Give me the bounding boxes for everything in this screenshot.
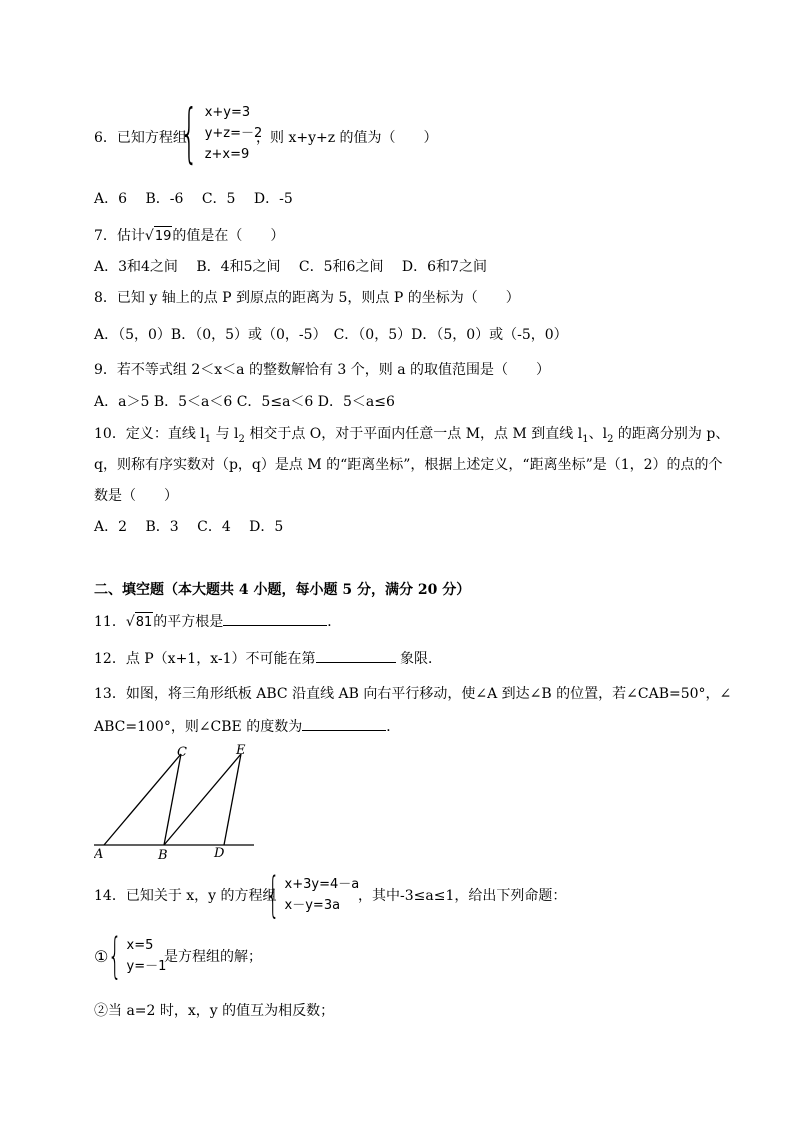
q14-eq1: x+3y=4－a bbox=[284, 877, 360, 892]
q13-line1: 13．如图，将三角形纸板 ABC 沿直线 AB 向右平行移动，使∠A 到达∠B 的位置，若∠CAB=50°，∠ bbox=[94, 686, 732, 702]
q11-answer-blank[interactable] bbox=[223, 611, 327, 626]
q12-suffix: 象限． bbox=[395, 651, 442, 667]
label-C: C bbox=[177, 745, 187, 760]
segment-CB bbox=[164, 754, 181, 845]
q10-options: A．2 B．3 C．4 D．5 bbox=[94, 519, 284, 535]
q14-prefix: 14．已知关于 x，y 的方程组 bbox=[94, 888, 277, 904]
brace-icon: { bbox=[180, 96, 199, 171]
q14-item1-mark: ① bbox=[94, 947, 109, 966]
q14-item1-eq2: y=－1 bbox=[126, 959, 167, 974]
q14-item1-suffix: 是方程组的解； bbox=[164, 949, 262, 965]
radical-icon: √ bbox=[144, 228, 154, 244]
label-A: A bbox=[94, 847, 104, 862]
q14-suffix: ，其中-3≤a≤1，给出下列命题： bbox=[358, 888, 567, 904]
segment-BE bbox=[164, 754, 241, 845]
q14-eq2: x－y=3a bbox=[284, 898, 341, 913]
q6-suffix: ，则 x+y+z 的值为（ ） bbox=[256, 130, 438, 146]
q6-prefix: 6．已知方程组 bbox=[94, 130, 187, 146]
q7-radicand: 19 bbox=[154, 226, 173, 247]
q12-answer-blank[interactable] bbox=[316, 648, 396, 663]
q8-text: 8．已知 y 轴上的点 P 到原点的距离为 5，则点 P 的坐标为（ ） bbox=[94, 290, 520, 306]
q6-eq3: z+x=9 bbox=[204, 147, 250, 162]
label-D: D bbox=[214, 846, 225, 861]
q6-options: A．6 B．-6 C．5 D．-5 bbox=[94, 191, 293, 207]
q6-eq1: x+y=3 bbox=[204, 105, 251, 120]
segment-ED bbox=[224, 754, 241, 845]
q11-prefix: 11． bbox=[94, 614, 126, 630]
q14-item1-system bbox=[108, 928, 167, 984]
brace-icon: { bbox=[266, 867, 280, 923]
q10-line2: q，则称有序实数对（p，q）是点 M 的“距离坐标”，根据上述定义，“距离坐标”是（1，2）的点的个 bbox=[94, 457, 723, 473]
q6-eq2: y+z=－2 bbox=[204, 126, 263, 141]
q10-line3: 数是（ ） bbox=[94, 488, 178, 504]
sqrt-19 bbox=[145, 226, 172, 247]
q6-equation-system bbox=[180, 96, 263, 171]
label-E: E bbox=[236, 743, 246, 758]
q10-line1: 10．定义：直线 $l_1$ 与 $l_2$ 相交于点 O，对于平面内任意一点 M，点 M 到直线 $l_1$、$l_2$ 的距离分别为 p、 bbox=[94, 426, 730, 445]
q11-suffix: 的平方根是 bbox=[153, 614, 224, 630]
label-B: B bbox=[158, 848, 168, 863]
brace-icon: { bbox=[108, 928, 122, 984]
segment-AC bbox=[104, 754, 181, 845]
q11-radicand: 81 bbox=[135, 612, 154, 633]
q14-equation-system bbox=[266, 867, 360, 923]
q14-item2: ②当 a=2 时，x，y 的值互为相反数； bbox=[94, 1003, 335, 1019]
q7-suffix: 的值是在（ ） bbox=[172, 228, 285, 244]
q13-triangle-figure bbox=[94, 740, 264, 865]
q13-line2: ABC=100°，则∠CBE 的度数为 ． bbox=[94, 716, 400, 737]
question-11: 11．√81的平方根是 ． bbox=[94, 611, 341, 633]
q13-answer-blank[interactable] bbox=[302, 716, 386, 731]
q12-prefix: 12．点 P（x+1，x-1）不可能在第 bbox=[94, 651, 316, 667]
q7-prefix: 7．估计 bbox=[94, 228, 145, 244]
q8-options: A．（5，0）B．（0，5）或（0，-5） C．（0，5）D．（5，0）或（-5，0） bbox=[94, 327, 568, 343]
section-2-title: 二、填空题（本大题共 4 小题，每小题 5 分，满分 20 分） bbox=[94, 582, 471, 598]
q7-options: A．3和4之间 B．4和5之间 C．5和6之间 D．6和7之间 bbox=[94, 259, 487, 275]
q9-options: A．a＞5 B．5＜a＜6 C．5≤a＜6 D．5＜a≤6 bbox=[94, 394, 395, 410]
q9-text: 9．若不等式组 2＜x＜a 的整数解恰有 3 个，则 a 的取值范围是（ ） bbox=[94, 362, 551, 378]
radical-icon: √ bbox=[125, 614, 135, 630]
q14-item1-eq1: x=5 bbox=[126, 938, 154, 953]
q7-line bbox=[94, 226, 284, 247]
question-12 bbox=[94, 648, 442, 669]
sqrt-81 bbox=[126, 612, 153, 633]
